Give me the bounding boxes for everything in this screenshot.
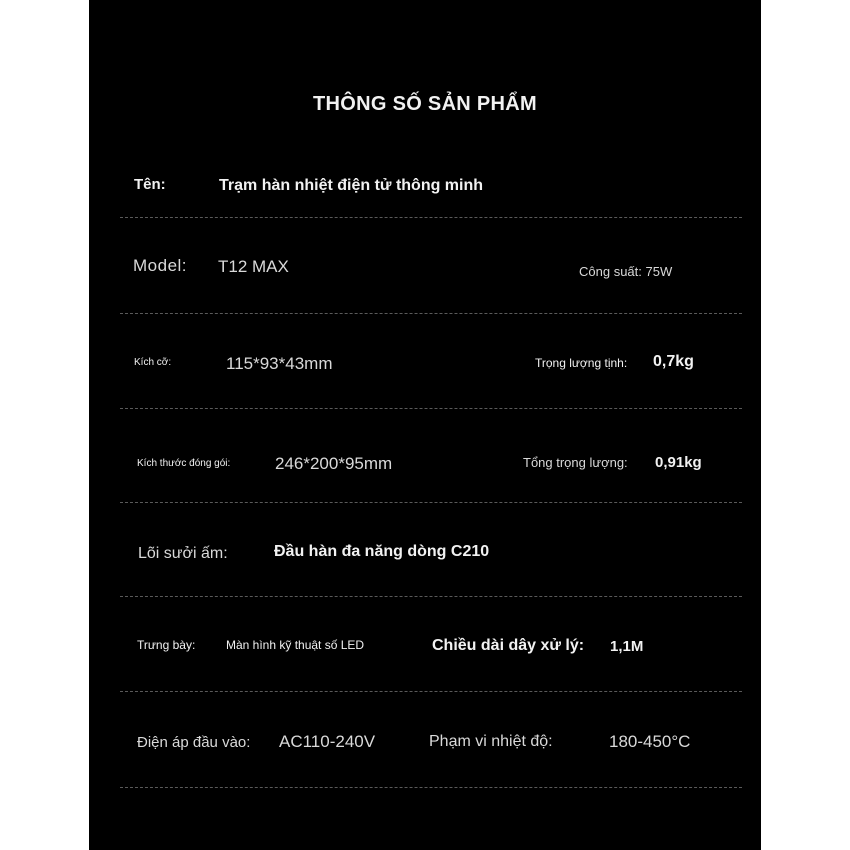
size-label: Kích cỡ: [134, 357, 172, 368]
net-weight-label: Trọng lượng tịnh: [535, 356, 628, 370]
page-title: THÔNG SỐ SẢN PHẨM [313, 93, 537, 115]
spec-panel [89, 0, 761, 850]
model-value: T12 MAX [218, 257, 289, 276]
row-separator [120, 596, 742, 597]
power-label: Công suất: 75W [579, 264, 673, 279]
cable-length-value: 1,1M [610, 638, 644, 655]
row-separator [120, 313, 742, 314]
name-label: Tên: [134, 176, 166, 193]
net-weight-value: 0,7kg [653, 353, 694, 370]
package-size-label: Kích thước đóng gói: [137, 458, 231, 469]
display-label: Trưng bày: [137, 638, 196, 652]
gross-weight-label: Tổng trọng lượng: [523, 455, 628, 470]
name-value: Trạm hàn nhiệt điện tử thông minh [219, 177, 484, 194]
heating-core-value: Đầu hàn đa năng dòng C210 [274, 543, 490, 560]
row-separator [120, 217, 742, 218]
display-value: Màn hình kỹ thuật số LED [226, 638, 365, 652]
size-value: 115*93*43mm [226, 354, 333, 373]
row-separator [120, 787, 742, 788]
cable-length-label: Chiều dài dây xử lý: [432, 637, 585, 654]
temperature-range-label: Phạm vi nhiệt độ: [429, 733, 553, 750]
input-voltage-value: AC110-240V [279, 732, 376, 751]
gross-weight-value: 0,91kg [655, 454, 702, 471]
package-size-value: 246*200*95mm [275, 454, 393, 473]
row-separator [120, 502, 742, 503]
input-voltage-label: Điện áp đầu vào: [137, 734, 251, 751]
heating-core-label: Lõi sưởi ấm: [138, 545, 228, 562]
model-label: Model: [133, 256, 188, 275]
temperature-range-value: 180-450°C [609, 732, 691, 751]
row-separator [120, 691, 742, 692]
row-separator [120, 408, 742, 409]
